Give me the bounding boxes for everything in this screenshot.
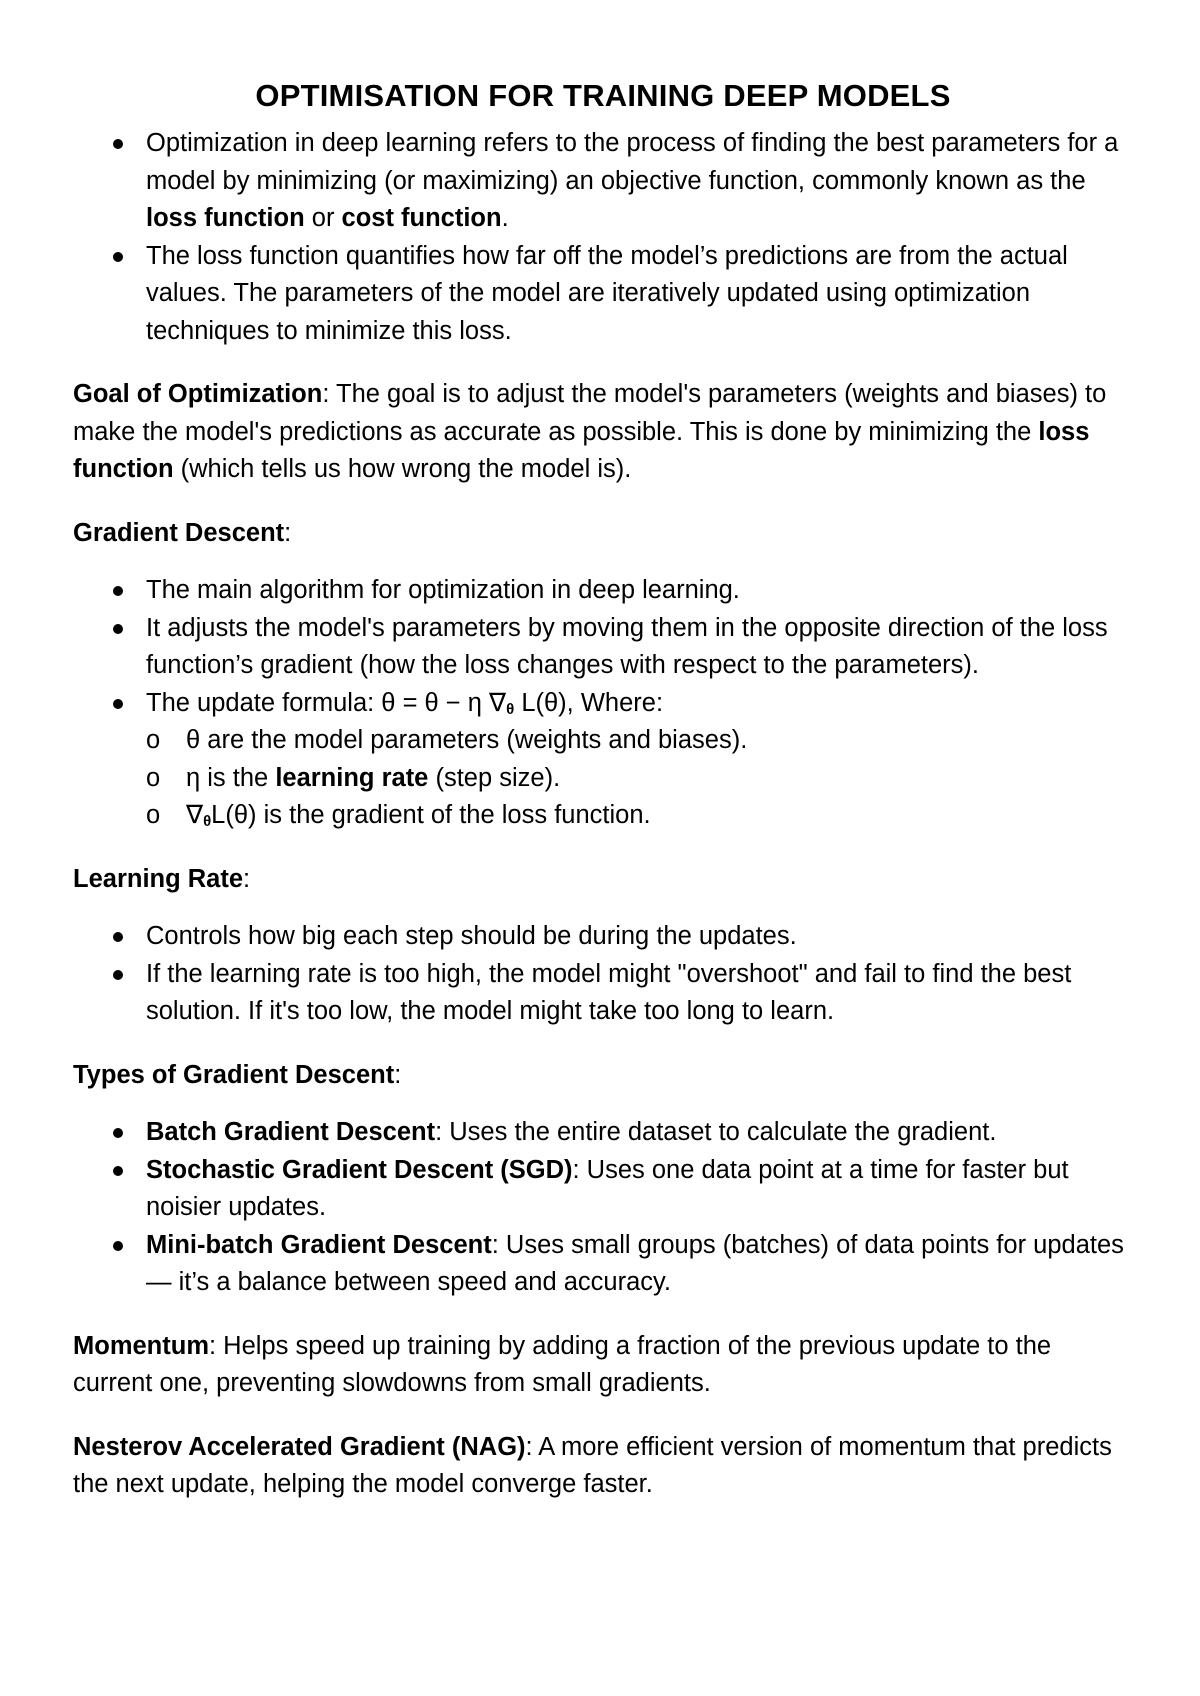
- text: L(θ) is the gradient of the loss function.: [211, 801, 651, 829]
- text: The update formula: θ = θ − η ∇: [146, 688, 507, 717]
- text: : A more efficient version of momentum that predicts the next update, helping the model converge faster.: [73, 1432, 1112, 1498]
- bold-term: Mini-batch Gradient Descent: [146, 1230, 492, 1259]
- momentum-paragraph: [73, 1328, 1133, 1403]
- formula-sublist: [146, 722, 1133, 835]
- section-heading: Gradient Descent: [73, 518, 285, 547]
- bold-term: loss function: [146, 204, 305, 232]
- bold-term: loss function: [73, 417, 1090, 483]
- list-item: If the learning rate is too high, the model might "overshoot" and fail to find the best solution. If it's too low, the model might take too long to learn.: [73, 956, 1133, 1031]
- text: : Uses the entire dataset to calculate the gradient.: [435, 1118, 997, 1146]
- section-heading: Nesterov Accelerated Gradient (NAG): [73, 1432, 526, 1461]
- bold-term: Batch Gradient Descent: [146, 1118, 436, 1146]
- text: The loss function quantifies how far off the model’s predictions are from the actual values. The parameters of the model are iteratively updated using optimization techniques to minimize this loss.: [146, 241, 1068, 345]
- text: (which tells us how wrong the model is).: [173, 455, 632, 483]
- section-heading: Goal of Optimization: [73, 380, 323, 408]
- sub-list-item: [146, 760, 1133, 798]
- section-heading: Learning Rate: [73, 864, 244, 893]
- section-heading: Types of Gradient Descent: [73, 1060, 395, 1089]
- subscript: θ: [506, 700, 515, 718]
- text: L(θ), Where:: [514, 688, 664, 717]
- bold-term: Stochastic Gradient Descent (SGD): [146, 1155, 573, 1184]
- goal-paragraph: [73, 376, 1133, 489]
- text: η is the: [186, 763, 276, 792]
- list-item: [73, 1114, 1133, 1152]
- types-heading: [73, 1057, 1133, 1095]
- types-list: [73, 1114, 1133, 1302]
- text: : Uses small groups (batches) of data points for updates — it’s a balance between speed and accuracy.: [146, 1230, 1124, 1296]
- text: (step size).: [428, 763, 561, 792]
- bold-term: learning rate: [275, 763, 429, 792]
- colon: :: [243, 864, 251, 893]
- list-item: [73, 1227, 1133, 1302]
- gradient-descent-list: [73, 572, 1133, 835]
- text: : The goal is to adjust the model's parameters (weights and biases) to make the model's predictions as accurate as possible. This is done by minimizing the: [73, 380, 1107, 446]
- section-heading: Momentum: [73, 1331, 209, 1360]
- text: Optimization in deep learning refers to the process of finding the best parameters for a model by minimizing (or maximizing) an objective function, commonly known as the: [146, 129, 1119, 195]
- colon: :: [284, 518, 292, 547]
- nag-paragraph: [73, 1429, 1133, 1504]
- subscript: θ: [203, 813, 212, 830]
- list-item: [73, 685, 1133, 835]
- list-item: [73, 238, 1133, 351]
- document-page: [73, 74, 1133, 1504]
- text: ∇: [186, 801, 204, 829]
- gradient-descent-heading: [73, 515, 1133, 553]
- text: .: [501, 204, 509, 232]
- page-title: OPTIMISATION FOR TRAINING DEEP MODELS: [255, 78, 951, 113]
- text: : Helps speed up training by adding a fraction of the previous update to the current one, preventing slowdowns from small gradients.: [73, 1331, 1052, 1397]
- list-item: It adjusts the model's parameters by moving them in the opposite direction of the loss function’s gradient (how the loss changes with respect to the parameters).: [73, 610, 1133, 685]
- sub-list-item: [146, 797, 1133, 835]
- list-item: Controls how big each step should be during the updates.: [73, 918, 1133, 956]
- text: : Uses one data point at a time for faster but noisier updates.: [146, 1155, 1069, 1221]
- text: or: [304, 204, 342, 232]
- learning-rate-list: [73, 918, 1133, 1031]
- bold-term: cost function: [341, 204, 502, 232]
- list-item: The main algorithm for optimization in deep learning.: [73, 572, 1133, 610]
- intro-list: [73, 125, 1133, 350]
- update-formula: [146, 689, 663, 717]
- colon: :: [394, 1060, 402, 1089]
- list-item: [73, 125, 1133, 238]
- learning-rate-heading: [73, 861, 1133, 899]
- list-item: [73, 1152, 1133, 1227]
- sub-list-item: o θ are the model parameters (weights and biases).: [146, 722, 1133, 760]
